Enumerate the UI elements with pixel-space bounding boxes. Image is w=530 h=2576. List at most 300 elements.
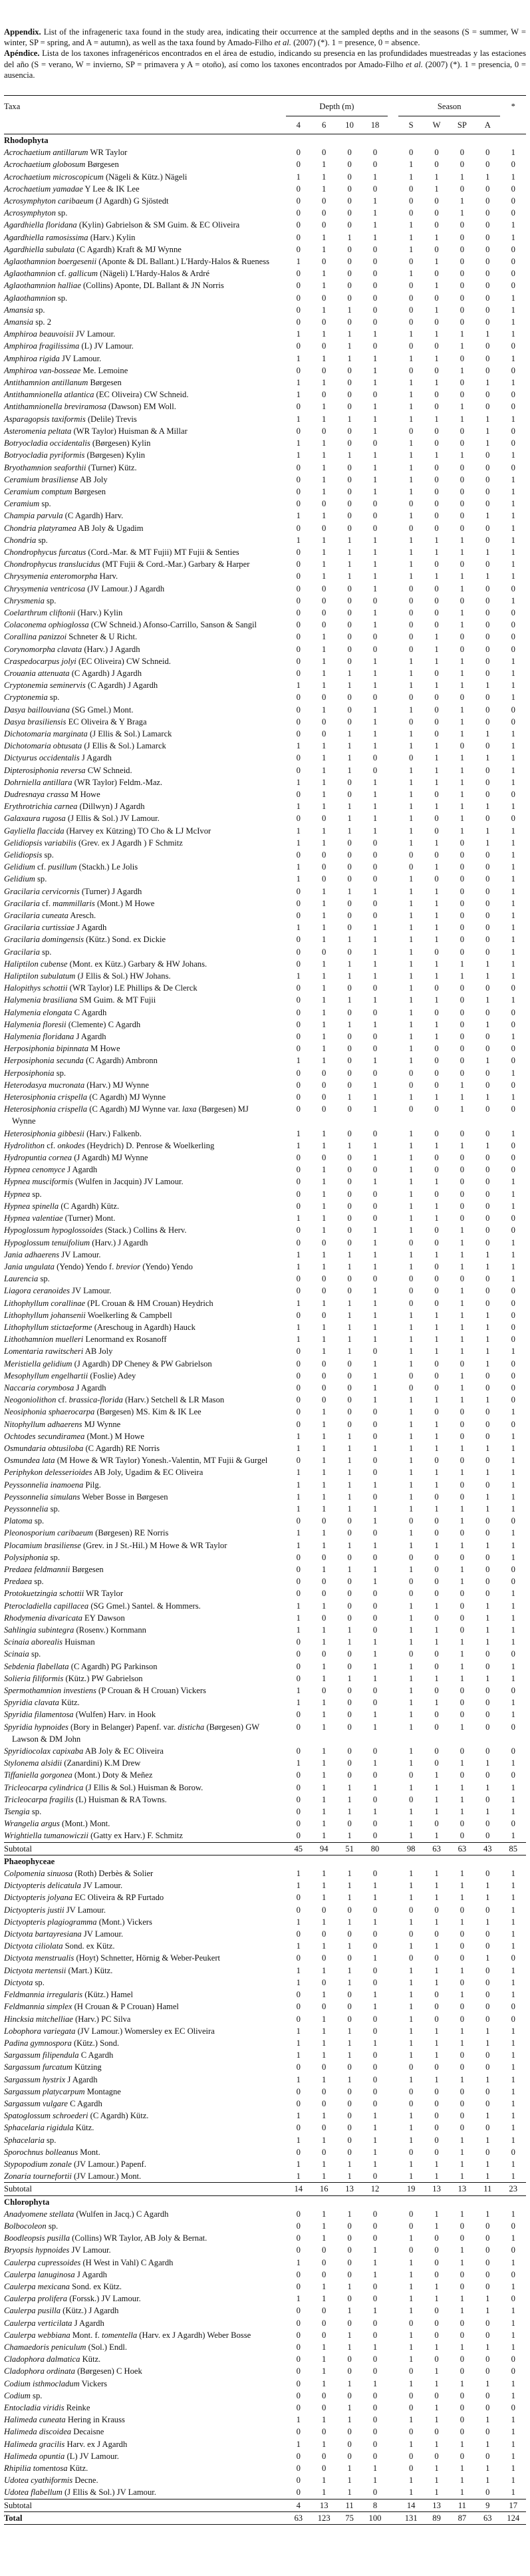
value-cell: 1 <box>434 1637 439 1647</box>
value-cell: 1 <box>485 1637 490 1647</box>
value-cell: 0 <box>296 656 301 666</box>
value-cell: 1 <box>485 2209 490 2219</box>
value-cell: 1 <box>296 826 301 836</box>
taxon-name <box>4 1977 286 1989</box>
value-cell: 1 <box>460 1395 465 1405</box>
taxon-name-text <box>4 657 171 666</box>
value-cell: 0 <box>485 983 490 993</box>
taxon-name <box>4 510 286 522</box>
col-header-depth-6: 6 <box>311 118 336 134</box>
value-cell: 0 <box>372 874 378 884</box>
value-cell: 1 <box>511 1782 515 1792</box>
value-cell: 1 <box>347 1249 352 1259</box>
taxon-row <box>4 498 526 510</box>
value-cell: 0 <box>460 2002 465 2012</box>
value-cell: 1 <box>460 1893 465 1903</box>
value-cell: 1 <box>372 462 378 472</box>
authority: (Stack.) Collins & Herv. <box>104 1225 187 1235</box>
value-cell: 1 <box>296 802 301 812</box>
taxon-row <box>4 1685 526 1696</box>
value-cell: 0 <box>347 2245 352 2255</box>
genus-species: Craspedocarpus jolyi <box>4 656 76 666</box>
qualifier: cf. <box>57 269 66 279</box>
value-cell: 1 <box>347 1637 352 1647</box>
value-cell: 1 <box>511 681 515 691</box>
value-cell: 0 <box>485 486 490 496</box>
value-cell: 0 <box>372 523 378 533</box>
value-cell: 1 <box>409 789 414 799</box>
value-cell: 0 <box>322 220 327 230</box>
value-cell: 0 <box>485 898 490 908</box>
value-cell: 0 <box>409 2464 414 2474</box>
value-cell: 0 <box>372 341 378 351</box>
taxon-name-text <box>4 971 171 981</box>
value-cell: 1 <box>296 1298 301 1308</box>
taxon-row <box>4 2353 526 2365</box>
value-cell: 0 <box>322 2062 327 2072</box>
value-cell: 0 <box>434 1686 439 1696</box>
value-cell: 0 <box>296 789 301 799</box>
value-cell: 0 <box>347 2269 352 2279</box>
value-cell: 1 <box>409 814 414 824</box>
taxon-row <box>4 1940 526 1952</box>
value-cell: 1 <box>485 1140 490 1150</box>
value-cell: 0 <box>460 281 465 291</box>
taxon-name-text <box>4 1831 183 1840</box>
taxon-name-text <box>4 862 138 872</box>
group-header-row <box>4 1855 526 1867</box>
authority: (Børgesen) RE Norris <box>95 1528 169 1538</box>
value-cell: 0 <box>460 160 465 170</box>
value-cell: 1 <box>347 414 352 424</box>
taxon-name-text <box>4 2087 121 2096</box>
taxon-name-text <box>4 1129 142 1138</box>
value-cell: 0 <box>485 1480 490 1490</box>
value-cell: 0 <box>511 1056 515 1066</box>
value-cell: 1 <box>511 293 515 303</box>
value-cell: 0 <box>409 1104 414 1114</box>
value-cell: 1 <box>322 1249 327 1259</box>
taxon-name <box>4 2293 286 2305</box>
taxon-name-text <box>4 874 47 884</box>
value-cell: 1 <box>460 2147 465 2157</box>
taxon-name <box>4 1965 286 1977</box>
authority: sp. <box>31 1807 42 1817</box>
taxon-name-text <box>4 1444 160 1453</box>
value-cell: 1 <box>372 583 378 593</box>
value-cell: 0 <box>434 2330 439 2340</box>
value-cell: 0 <box>409 281 414 291</box>
value-cell: 0 <box>511 365 515 375</box>
genus-species: Rhodymenia divaricata <box>4 1613 82 1623</box>
value-cell: 0 <box>296 1237 301 1247</box>
value-cell: 1 <box>511 898 515 908</box>
value-cell: 0 <box>460 2221 465 2231</box>
value-cell: 1 <box>322 305 327 315</box>
taxon-row <box>4 1563 526 1575</box>
value-cell: 1 <box>409 1359 414 1368</box>
authority: J Agardh <box>67 1165 98 1175</box>
value-cell: 0 <box>485 1044 490 1054</box>
value-cell: 1 <box>409 2488 414 2497</box>
value-cell: 1 <box>296 1128 301 1138</box>
value-cell: 1 <box>434 1395 439 1405</box>
value-cell: 1 <box>409 1044 414 1054</box>
taxon-name-text <box>4 2464 88 2473</box>
taxon-row <box>4 449 526 461</box>
value-cell: 1 <box>372 1637 378 1647</box>
value-cell: 1 <box>409 450 414 460</box>
value-cell: 1 <box>460 2026 465 2036</box>
taxon-name-text <box>4 1274 50 1283</box>
value-cell: 1 <box>322 656 327 666</box>
authority: sp. 2 <box>35 317 52 327</box>
value-cell: 1 <box>322 802 327 812</box>
value-cell: 0 <box>347 850 352 860</box>
value-cell: 0 <box>485 1929 490 1939</box>
genus-species: Liagora ceranoides <box>4 1286 70 1296</box>
taxon-name <box>4 522 286 534</box>
genus-species: Spermothamnion investiens <box>4 1686 96 1696</box>
authority: (Yendo) Yendo f. <box>57 1261 114 1271</box>
value-cell: 1 <box>511 1032 515 1042</box>
value-cell: 1 <box>409 1807 414 1817</box>
value-cell: 1 <box>372 1019 378 1029</box>
value-cell: 1 <box>434 2439 439 2449</box>
value-cell: 1 <box>511 753 515 763</box>
genus-species: Herposiphonia secunda <box>4 1056 84 1066</box>
authority: MJ Wynne <box>84 1419 121 1429</box>
authority: (Mont.) Doty & Meñez <box>74 1770 153 1780</box>
value-cell: 0 <box>322 426 327 436</box>
value-cell: 1 <box>322 2135 327 2145</box>
genus-species: Jania ungulata <box>4 1261 55 1271</box>
value-cell: 1 <box>372 1225 378 1235</box>
value-cell: 1 <box>322 2378 327 2388</box>
subtotal-value: 19 <box>398 2183 424 2195</box>
value-cell: 1 <box>409 838 414 848</box>
value-cell: 0 <box>460 2111 465 2121</box>
genus-species: Sargassum vulgare <box>4 2098 68 2108</box>
authority: C Agardh <box>74 1007 107 1017</box>
value-cell: 1 <box>322 560 327 569</box>
authority: (Harv.) J Agardh <box>92 1237 148 1247</box>
value-cell: 1 <box>372 560 378 569</box>
value-cell: 1 <box>409 2233 414 2243</box>
value-cell: 0 <box>296 644 301 654</box>
value-cell: 0 <box>485 196 490 206</box>
taxon-name <box>4 1237 286 1249</box>
value-cell: 1 <box>434 898 439 908</box>
taxon-name-text <box>4 1770 152 1780</box>
value-cell: 0 <box>322 196 327 206</box>
taxon-name-text <box>4 1613 125 1623</box>
taxon-name <box>4 958 286 970</box>
value-cell: 1 <box>460 1370 465 1380</box>
subtotal-value: 11 <box>450 2499 475 2511</box>
value-cell: 1 <box>485 2074 490 2084</box>
subtotal-value: 80 <box>362 1842 388 1855</box>
value-cell: 0 <box>347 1359 352 1368</box>
taxon-name-text <box>4 2002 179 2011</box>
value-cell: 1 <box>485 2378 490 2388</box>
value-cell: 0 <box>347 838 352 848</box>
value-cell: 0 <box>347 2002 352 2012</box>
value-cell: 1 <box>460 329 465 339</box>
subtotal-label: Subtotal <box>4 2183 286 2195</box>
taxon-row <box>4 1916 526 1928</box>
genus-species: Asteromenia peltata <box>4 426 72 436</box>
taxon-name <box>4 933 286 945</box>
value-cell: 1 <box>460 1758 465 1768</box>
value-cell: 1 <box>322 2354 327 2364</box>
value-cell: 1 <box>372 668 378 678</box>
value-cell: 0 <box>511 1819 515 1829</box>
value-cell: 1 <box>511 317 515 327</box>
value-cell: 0 <box>409 2086 414 2096</box>
genus-species: Botryocladia occidentalis <box>4 438 90 448</box>
value-cell: 1 <box>347 668 352 678</box>
authority: (H West in Vahl) C Agardh <box>82 2257 174 2267</box>
genus-species: Sargassum platycarpum <box>4 2086 85 2096</box>
taxon-row <box>4 1539 526 1551</box>
value-cell: 1 <box>296 353 301 363</box>
genus-species: Spyridia clavata <box>4 1698 59 1708</box>
value-cell: 0 <box>434 1370 439 1380</box>
value-cell: 1 <box>511 2439 515 2449</box>
value-cell: 0 <box>372 2050 378 2060</box>
authority: (Bory in Belanger) Papenf. var. <box>70 1722 176 1732</box>
value-cell: 0 <box>434 1104 439 1114</box>
taxon-row <box>4 667 526 679</box>
value-cell: 0 <box>372 1601 378 1611</box>
value-cell: 1 <box>372 486 378 496</box>
col-header-season-a: A <box>475 118 500 134</box>
value-cell: 0 <box>485 862 490 872</box>
value-cell: 0 <box>296 2098 301 2108</box>
authority: (C Agardh) MJ Wynne var. <box>89 1104 180 1114</box>
taxon-row <box>4 1612 526 1624</box>
value-cell: 1 <box>485 1019 490 1029</box>
value-cell: 0 <box>296 2221 301 2231</box>
value-cell: 0 <box>434 390 439 400</box>
value-cell: 0 <box>460 898 465 908</box>
taxon-name-text <box>4 717 147 726</box>
value-cell: 0 <box>296 2476 301 2486</box>
value-cell: 1 <box>322 898 327 908</box>
value-cell: 0 <box>434 1274 439 1284</box>
value-cell: 0 <box>460 1625 465 1635</box>
authority: (Grev. ex J Agardh ) F Schmitz <box>78 838 183 848</box>
authority: (Nägeli & Kütz.) Nägeli <box>105 172 188 182</box>
taxon-name <box>4 1249 286 1261</box>
value-cell: 1 <box>322 1165 327 1175</box>
value-cell: 1 <box>460 1990 465 2000</box>
value-cell: 0 <box>460 1274 465 1284</box>
taxon-name <box>4 788 286 800</box>
value-cell: 0 <box>372 184 378 194</box>
taxon-name-text <box>4 1347 112 1356</box>
authority: (Heydrich) D. Penrose & Woelkerling <box>86 1140 215 1150</box>
value-cell: 1 <box>409 741 414 751</box>
value-cell: 1 <box>296 1443 301 1453</box>
taxon-row <box>4 1867 526 1879</box>
value-cell: 0 <box>485 1431 490 1441</box>
value-cell: 0 <box>296 1589 301 1599</box>
value-cell: 0 <box>347 789 352 799</box>
value-cell: 1 <box>322 2159 327 2169</box>
value-cell: 1 <box>511 995 515 1005</box>
taxon-name-text <box>4 1213 115 1223</box>
genus-species: Heterosiphonia crispella <box>4 1092 88 1102</box>
taxon-name-text <box>4 2427 104 2436</box>
value-cell: 1 <box>322 1019 327 1029</box>
taxon-name-text <box>4 923 106 932</box>
value-cell: 1 <box>511 2172 515 2181</box>
genus-species: Haliptilon subulatum <box>4 971 76 981</box>
value-cell: 1 <box>296 1881 301 1891</box>
taxon-name <box>4 558 286 570</box>
authority: Hering in Krauss <box>67 2415 125 2425</box>
value-cell: 0 <box>296 1092 301 1102</box>
taxon-name-text <box>4 1553 60 1562</box>
taxon-name <box>4 1285 286 1297</box>
value-cell: 1 <box>434 1431 439 1441</box>
value-cell: 0 <box>434 1516 439 1526</box>
value-cell: 0 <box>296 1177 301 1187</box>
value-cell: 0 <box>511 281 515 291</box>
value-cell: 1 <box>511 1249 515 1259</box>
value-cell: 1 <box>409 2378 414 2388</box>
value-cell: 0 <box>485 2123 490 2133</box>
value-cell: 0 <box>347 269 352 279</box>
value-cell: 0 <box>434 1298 439 1308</box>
value-cell: 0 <box>322 1516 327 1526</box>
authority: Harv. <box>99 571 118 581</box>
authority: Børgesen <box>72 1564 104 1574</box>
value-cell: 1 <box>434 2488 439 2497</box>
value-cell: 0 <box>485 668 490 678</box>
subtotal-row <box>4 2183 526 2195</box>
value-cell: 0 <box>296 898 301 908</box>
value-cell: 1 <box>322 1564 327 1574</box>
value-cell: 1 <box>347 814 352 824</box>
value-cell: 1 <box>460 1782 465 1792</box>
taxon-name-text <box>4 2026 215 2036</box>
value-cell: 1 <box>434 1249 439 1259</box>
value-cell: 0 <box>485 1201 490 1211</box>
taxon-name <box>4 1309 286 1321</box>
value-cell: 1 <box>409 1564 414 1574</box>
value-cell: 1 <box>322 486 327 496</box>
value-cell: 0 <box>347 281 352 291</box>
taxon-row <box>4 570 526 582</box>
value-cell: 0 <box>409 850 414 860</box>
value-cell: 0 <box>322 1286 327 1296</box>
value-cell: 1 <box>434 935 439 945</box>
col-header-season-sp: SP <box>450 118 475 134</box>
value-cell: 0 <box>347 983 352 993</box>
infraspecific-authority: (Yendo) Yendo <box>142 1261 193 1271</box>
value-cell: 0 <box>347 426 352 436</box>
value-cell: 0 <box>347 693 352 703</box>
value-cell: 0 <box>434 1044 439 1054</box>
value-cell: 0 <box>485 232 490 242</box>
value-cell: 1 <box>511 1443 515 1453</box>
taxon-row <box>4 1904 526 1916</box>
taxon-name <box>4 825 286 837</box>
value-cell: 0 <box>347 2098 352 2108</box>
value-cell: 0 <box>296 935 301 945</box>
taxon-row <box>4 1079 526 1091</box>
taxon-row <box>4 2061 526 2073</box>
taxon-row <box>4 510 526 522</box>
taxon-row <box>4 1140 526 1152</box>
value-cell: 0 <box>434 1649 439 1659</box>
taxon-name <box>4 498 286 510</box>
value-cell: 0 <box>485 1589 490 1599</box>
authority: JV Lamour. <box>82 1881 123 1891</box>
value-cell: 0 <box>372 595 378 605</box>
value-cell: 0 <box>296 2245 301 2255</box>
genus-species: Tricleocarpa cylindrica <box>4 1782 84 1792</box>
value-cell: 1 <box>296 838 301 848</box>
taxon-name <box>4 2086 286 2098</box>
taxon-name <box>4 1079 286 1091</box>
taxon-row <box>4 2426 526 2438</box>
authority: sp. <box>48 2221 59 2231</box>
authority: sp. <box>34 1577 44 1587</box>
value-cell: 0 <box>347 2257 352 2267</box>
taxon-row <box>4 1794 526 1806</box>
value-cell: 0 <box>434 1990 439 2000</box>
taxon-name <box>4 1382 286 1394</box>
value-cell: 1 <box>372 802 378 812</box>
taxon-name-text <box>4 2452 119 2461</box>
value-cell: 1 <box>434 765 439 775</box>
value-cell: 0 <box>511 1564 515 1574</box>
value-cell: 0 <box>322 2245 327 2255</box>
value-cell: 1 <box>485 1092 490 1102</box>
authority: WR Taylor <box>90 148 128 158</box>
value-cell: 0 <box>460 1056 465 1066</box>
value-cell: 1 <box>434 1977 439 1987</box>
value-cell: 1 <box>434 2038 439 2048</box>
value-cell: 0 <box>409 523 414 533</box>
taxon-name-text <box>4 608 122 617</box>
authority: sp. <box>47 595 57 605</box>
value-cell: 1 <box>409 329 414 339</box>
genus-species: Halymenia elongata <box>4 1007 72 1017</box>
taxon-name <box>4 1563 286 1575</box>
value-cell: 0 <box>409 1905 414 1915</box>
genus-species: Heterosiphonia gibbesii <box>4 1128 84 1138</box>
value-cell: 1 <box>296 1322 301 1332</box>
value-cell: 0 <box>322 1929 327 1939</box>
taxon-row <box>4 1551 526 1563</box>
value-cell: 1 <box>485 826 490 836</box>
genus-species: Lobophora variegata <box>4 2026 76 2036</box>
taxon-row <box>4 1891 526 1903</box>
value-cell: 0 <box>347 1189 352 1199</box>
value-cell: 0 <box>460 2086 465 2096</box>
taxon-row <box>4 2232 526 2244</box>
authority: (J Ellis & Sol.) JV Lamour. <box>64 2488 156 2497</box>
value-cell: 0 <box>434 2451 439 2461</box>
authority: (WR Taylor) Huisman & A Millar <box>73 426 188 436</box>
value-cell: 1 <box>409 1758 414 1768</box>
value-cell: 1 <box>409 1032 414 1042</box>
